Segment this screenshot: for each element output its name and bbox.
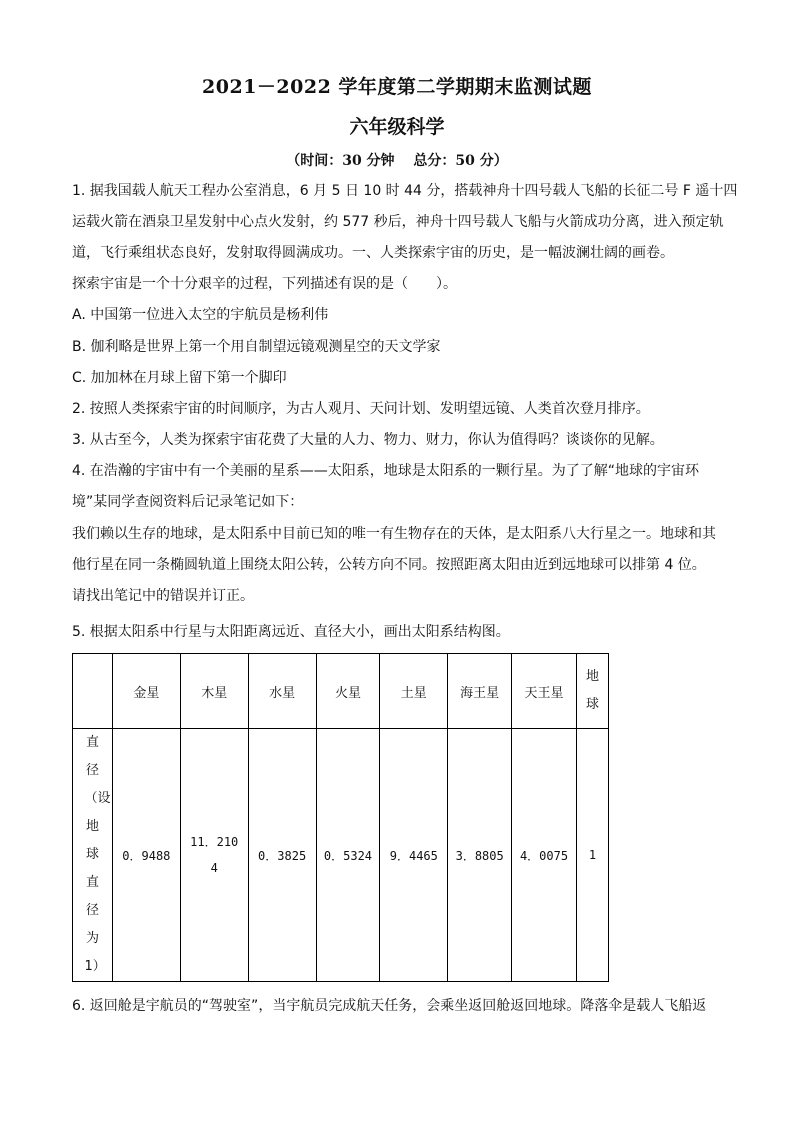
- value-uranus: 4．0075: [512, 729, 577, 982]
- table-header-row: [73, 654, 609, 729]
- question-6: 6. 返回舱是宇航员的“驾驶室”，当宇航员完成航天任务，会乘坐返回舱返回地球。降落伞是载人飞船返: [72, 998, 707, 1014]
- value-mercury: 0．3825: [248, 729, 316, 982]
- table-corner-cell: [73, 654, 113, 729]
- question-1-line-2: 运载火箭在酒泉卫星发射中心点火发射，约 577 秒后，神舟十四号载人飞船与火箭成功分离，进入预定轨: [72, 214, 724, 230]
- header-uranus: 天王星: [512, 654, 577, 729]
- value-neptune: 3．8805: [448, 729, 512, 982]
- question-4-line-1: 4. 在浩瀚的宇宙中有一个美丽的星系——太阳系，地球是太阳系的一颗行星。为了了解“地球的宇宙环: [72, 463, 700, 479]
- value-earth: 1: [576, 729, 608, 982]
- question-4-line-2: 境”某同学查阅资料后记录笔记如下：: [72, 494, 304, 510]
- question-5: 5. 根据太阳系中行星与太阳距离远近、直径大小，画出太阳系结构图。: [72, 624, 510, 640]
- question-3: 3. 从古至今，人类为探索宇宙花费了大量的人力、物力、财力，你认为值得吗？谈谈你的见解。: [72, 432, 664, 448]
- question-1-line-3: 道，飞行乘组状态良好，发射取得圆满成功。一、人类探索宇宙的历史，是一幅波澜壮阔的画卷。: [72, 245, 674, 261]
- option-b: B. 伽利略是世界上第一个用自制望远镜观测星空的天文学家: [72, 339, 441, 355]
- header-earth: 地球: [585, 669, 599, 712]
- option-a: A. 中国第一位进入太空的宇航员是杨利伟: [72, 307, 329, 323]
- value-venus: 0．9488: [112, 729, 180, 982]
- row-label-diameter: 直径（设地球直径为 1）: [84, 735, 111, 974]
- table-row: [73, 729, 609, 982]
- question-4-task: 请找出笔记中的错误并订正。: [72, 588, 254, 604]
- notes-line-2: 他行星在同一条椭圆轨道上围绕太阳公转，公转方向不同。按照距离太阳由近到远地球可以排第 4 位。: [72, 557, 706, 573]
- question-1-prompt: 探索宇宙是一个十分艰辛的过程，下列描述有误的是（ ）。: [72, 276, 457, 292]
- header-mars: 火星: [316, 654, 380, 729]
- value-mars: 0．5324: [316, 729, 380, 982]
- planet-diameter-table: [72, 653, 609, 982]
- header-earth-cell: [576, 654, 608, 729]
- notes-line-1: 我们赖以生存的地球，是太阳系中目前已知的唯一有生物存在的天体，是太阳系八大行星之一。地球和其: [72, 526, 716, 542]
- value-jupiter: 11．2104: [190, 835, 239, 875]
- question-2: 2. 按照人类探索宇宙的时间顺序，为古人观月、天问计划、发明望远镜、人类首次登月排序。: [72, 401, 650, 417]
- header-mercury: 水星: [248, 654, 316, 729]
- header-neptune: 海王星: [448, 654, 512, 729]
- option-c: C. 加加林在月球上留下第一个脚印: [72, 370, 287, 386]
- value-saturn: 9．4465: [380, 729, 448, 982]
- row-label-cell: [73, 729, 113, 982]
- header-venus: 金星: [112, 654, 180, 729]
- header-jupiter: 木星: [180, 654, 248, 729]
- exam-time-info: （时间：30 分钟 总分：50 分）: [286, 153, 508, 169]
- exam-subtitle: 六年级科学: [349, 116, 445, 138]
- question-1-line-1: 1. 据我国载人航天工程办公室消息，6 月 5 日 10 时 44 分，搭载神舟十四号载人飞船的长征二号 F 遥十四: [72, 183, 738, 199]
- header-saturn: 土星: [380, 654, 448, 729]
- exam-title: 2021－2022 学年度第二学期期末监测试题: [202, 76, 592, 98]
- value-jupiter-cell: [180, 729, 248, 982]
